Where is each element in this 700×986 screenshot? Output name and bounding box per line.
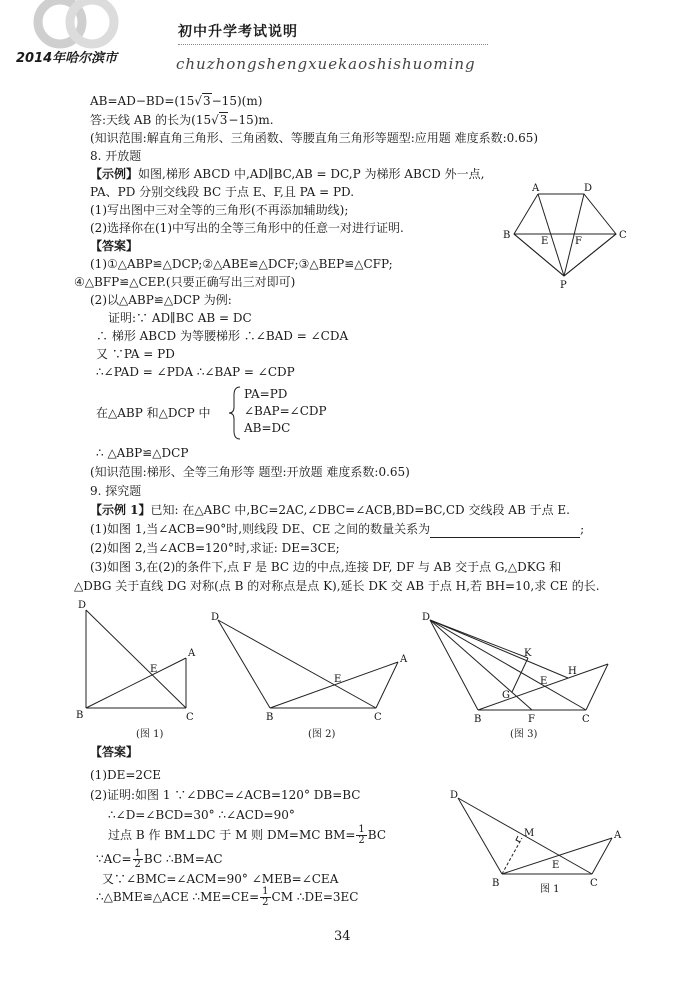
point-label: E bbox=[552, 860, 560, 871]
answer-figure bbox=[444, 786, 629, 896]
problem-text: (1)写出图中三对全等的三角形(不再添加辅助线); bbox=[90, 203, 349, 217]
problem-text: (1)如图 1,当∠ACB=90°时,则线段 DE、CE 之间的数量关系为 ; bbox=[90, 522, 585, 536]
figure-caption: 图 1 bbox=[540, 884, 560, 895]
proof-line: ∴△BME≌△ACE ∴ME=CE= $\frac{1}{2}$ CM ∴DE=3EC bbox=[96, 886, 359, 908]
proof-line: 证明:∵ AD∥BC AB = DC bbox=[108, 311, 252, 325]
knowledge-note: (知识范围:解直角三角形、三角函数、等腰直角三角形等题型:应用题 难度系数:0.65) bbox=[90, 131, 539, 145]
point-label: E bbox=[541, 236, 549, 247]
proof-line: 过点 B 作 BM⊥DC 于 M 则 DM=MC BM= $\frac{1}{2}$ BC bbox=[108, 824, 387, 846]
point-label: B bbox=[503, 230, 511, 241]
proof-line: 又 ∵PA = PD bbox=[96, 347, 175, 361]
problem-text: (3)如图 3,在(2)的条件下,点 F 是 BC 边的中点,连接 DF, DF 与 AB 交于点 G,△DKG 和 bbox=[90, 560, 562, 574]
header-title: 初中升学考试说明 bbox=[178, 24, 298, 40]
section-title: 8. 开放题 bbox=[90, 149, 142, 163]
point-label: A bbox=[400, 654, 408, 665]
header-pinyin: chuzhongshengxuekaoshishuoming bbox=[176, 55, 476, 73]
point-label: K bbox=[524, 648, 532, 659]
point-label: D bbox=[450, 790, 459, 801]
brace-icon bbox=[228, 385, 242, 441]
knowledge-note: (知识范围:梯形、全等三角形等 题型:开放题 难度系数:0.65) bbox=[90, 465, 410, 479]
condition: ∠BAP=∠CDP bbox=[244, 404, 327, 418]
problem-text: 【示例】如图,梯形 ABCD 中,AD∥BC,AB = DC,P 为梯形 ABCD 外一点, bbox=[90, 167, 485, 181]
condition: PA=PD bbox=[244, 387, 288, 401]
proof-line: 在△ABP 和△DCP 中 bbox=[96, 406, 211, 420]
problem-text: 【示例 1】已知: 在△ABC 中,BC=2AC,∠DBC=∠ACB,BD=BC,CD 交线段 AB 于点 E. bbox=[90, 503, 570, 517]
section-title: 9. 探究题 bbox=[90, 484, 142, 498]
point-label: C bbox=[619, 230, 627, 241]
point-label: A bbox=[532, 183, 540, 194]
point-label: B bbox=[76, 710, 84, 721]
problem-text: (2)选择你在(1)中写出的全等三角形中的任意一对进行证明. bbox=[90, 221, 404, 235]
point-label: D bbox=[584, 183, 593, 194]
point-label: E bbox=[150, 664, 158, 675]
condition: AB=DC bbox=[244, 421, 291, 435]
brace-conditions bbox=[244, 386, 327, 437]
figure-3 bbox=[418, 610, 623, 732]
point-label: B bbox=[492, 878, 500, 889]
answer-blank bbox=[430, 525, 580, 538]
header-divider bbox=[178, 44, 488, 45]
proof-line: ∴ 梯形 ABCD 为等腰梯形 ∴∠BAD = ∠CDA bbox=[96, 329, 349, 343]
proof-line: ∴∠D=∠BCD=30° ∴∠ACD=90° bbox=[108, 808, 295, 822]
point-label: C bbox=[186, 712, 194, 723]
point-label: B bbox=[266, 712, 274, 723]
point-label: M bbox=[524, 828, 535, 839]
figure-caption: (图 2) bbox=[308, 729, 336, 740]
point-label: G bbox=[502, 690, 510, 701]
point-label: C bbox=[374, 712, 382, 723]
answer-line: (1)DE=2CE bbox=[90, 768, 162, 782]
figure-caption: (图 1) bbox=[136, 729, 164, 740]
figure-1 bbox=[70, 600, 210, 730]
point-label: A bbox=[188, 648, 196, 659]
problem-text: PA、PD 分别交线段 BC 于点 E、F,且 PA = PD. bbox=[90, 185, 355, 199]
answer-line: (2)证明:如图 1 ∵∠DBC=∠ACB=120° DB=BC bbox=[90, 788, 361, 802]
point-label: D bbox=[78, 600, 87, 611]
answer-line: 答:天线 AB 的长为(15√3−15)m. bbox=[90, 113, 274, 127]
point-label: F bbox=[528, 714, 535, 725]
answer-heading: 【答案】 bbox=[90, 239, 139, 253]
answer-line: (2)以△ABP≌△DCP 为例: bbox=[90, 293, 232, 307]
point-label: D bbox=[211, 612, 220, 623]
trapezoid-figure bbox=[498, 180, 630, 294]
proof-line: ∴ △ABP≌△DCP bbox=[96, 446, 189, 460]
problem-text: (2)如图 2,当∠ACB=120°时,求证: DE=3CE; bbox=[90, 541, 340, 555]
point-label: E bbox=[334, 674, 342, 685]
answer-line: (1)①△ABP≌△DCP;②△ABE≌△DCF;③△BEP≌△CFP; bbox=[90, 257, 393, 271]
point-label: C bbox=[590, 878, 598, 889]
proof-line: ∵AC= $\frac{1}{2}$ BC ∴BM=AC bbox=[96, 848, 223, 870]
point-label: D bbox=[422, 612, 431, 623]
point-label: A bbox=[614, 830, 622, 841]
header-city: 2014年哈尔滨市 bbox=[16, 51, 118, 66]
point-label: C bbox=[582, 714, 590, 725]
figure-2 bbox=[208, 610, 413, 730]
page-number: 34 bbox=[334, 929, 351, 944]
problem-text: △DBG 关于直线 DG 对称(点 B 的对称点是点 K),延长 DK 交 AB 于点 H,若 BH=10,求 CE 的长. bbox=[74, 579, 600, 593]
point-label: H bbox=[568, 666, 577, 677]
point-label: B bbox=[474, 714, 482, 725]
figure-caption: (图 3) bbox=[510, 729, 538, 740]
point-label: E bbox=[540, 676, 548, 687]
proof-line: ∴∠PAD = ∠PDA ∴∠BAP = ∠CDP bbox=[96, 365, 295, 379]
proof-line: 又∵∠BMC=∠ACM=90° ∠MEB=∠CEA bbox=[102, 872, 339, 886]
point-label: F bbox=[575, 236, 582, 247]
point-label: P bbox=[560, 280, 567, 291]
answer-heading: 【答案】 bbox=[90, 745, 139, 759]
answer-line: AB=AD−BD=(15√3−15)(m) bbox=[90, 94, 263, 108]
answer-line: ④△BFP≌△CEP.(只要正确写出三对即可) bbox=[74, 275, 296, 289]
